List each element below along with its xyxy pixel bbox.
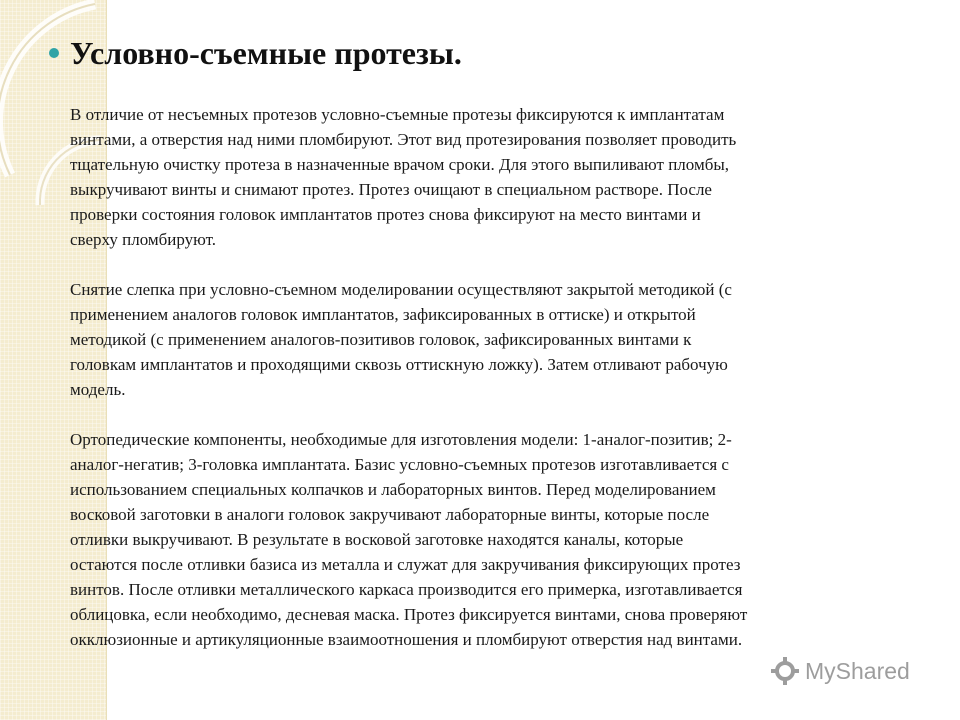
paragraph-line: применением аналогов головок имплантатов, зафиксированных в оттиске) и открытой (70, 305, 696, 324)
paragraph-line: В отличие от несъемных протезов условно-съемные протезы фиксируются к имплантатам (70, 105, 725, 124)
watermark-text: MyShared (805, 657, 910, 684)
slide-body (70, 102, 930, 652)
paragraph-2 (70, 277, 930, 402)
paragraph-line: сверху пломбируют. (70, 230, 217, 249)
paragraph-line: головкам имплантатов и проходящими сквозь оттискную ложку). Затем отливают рабочую (70, 355, 728, 374)
myshared-watermark (770, 656, 910, 686)
paragraph-line: облицовка, если необходимо, десневая маска. Протез фиксируется винтами, снова проверяют (70, 605, 748, 624)
paragraph-1 (70, 102, 930, 252)
paragraph-3 (70, 427, 930, 652)
paragraph-line: окклюзионные и артикуляционные взаимоотношения и пломбируют отверстия над винтами. (70, 630, 743, 649)
paragraph-line: тщательную очистку протеза в назначенные врачом сроки. Для этого выпиливают пломбы, (70, 155, 730, 174)
paragraph-line: остаются после отливки базиса из металла и служат для закручивания фиксирующих протез (70, 555, 741, 574)
paragraph-line: восковой заготовки в аналоги головок закручивают лабораторные винты, которые после (70, 505, 710, 524)
paragraph-line: Ортопедические компоненты, необходимые для изготовления модели: 1-аналог-позитив; 2- (70, 430, 732, 449)
slide-title: Условно-съемные протезы. (70, 35, 462, 71)
paragraph-line: методикой (с применением аналогов-позитивов головок, зафиксированных винтами к (70, 330, 692, 349)
paragraph-line: винтами, а отверстия над ними пломбируют. Этот вид протезирования позволяет проводить (70, 130, 737, 149)
myshared-logo-icon (770, 656, 800, 686)
paragraph-line: Снятие слепка при условно-съемном моделировании осуществляют закрытой методикой (с (70, 280, 732, 299)
title-bullet-icon (49, 48, 59, 58)
paragraph-line: винтов. После отливки металлического каркаса производится его примерка, изготавливается (70, 580, 743, 599)
paragraph-line: выкручивают винты и снимают протез. Протез очищают в специальном растворе. После (70, 180, 712, 199)
paragraph-line: проверки состояния головок имплантатов протез снова фиксируют на место винтами и (70, 205, 701, 224)
paragraph-line: модель. (70, 380, 126, 399)
paragraph-line: аналог-негатив; 3-головка имплантата. Базис условно-съемных протезов изготавливается с (70, 455, 729, 474)
paragraph-line: использованием специальных колпачков и лабораторных винтов. Перед моделированием (70, 480, 716, 499)
paragraph-line: отливки выкручивают. В результате в восковой заготовке находятся каналы, которые (70, 530, 684, 549)
